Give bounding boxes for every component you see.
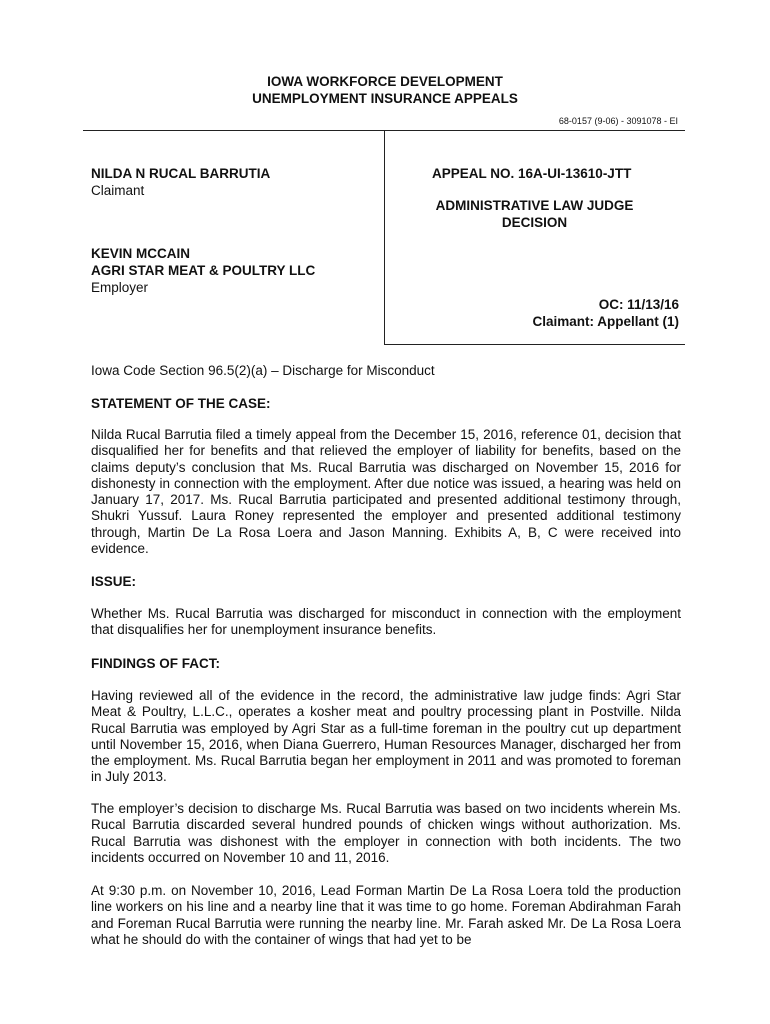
code-section: Iowa Code Section 96.5(2)(a) – Discharge for Misconduct — [91, 363, 435, 378]
employer-role: Employer — [91, 280, 149, 295]
caption-bottom-rule — [384, 344, 685, 345]
findings-paragraph-3: At 9:30 p.m. on November 10, 2016, Lead Forman Martin De La Rosa Loera told the production line workers on his line and a nearby line that it was time to go home. Foreman Abdirahman Farah and Foreman Rucal Barrutia were running the nearby line. Mr. Farah asked Mr. De La Rosa Loera what he should do with the container of wings that had yet to be — [91, 883, 681, 947]
findings-paragraph-1: Having reviewed all of the evidence in the record, the administrative law judge finds: Agri Star Meat & Poultry, L.L.C., operates a kosher meat and poultry processing plant in Postville. Nilda Rucal Barrutia was employed by Agri Star as a full-time foreman in the poultry cut up department until November 15, 2016, when Diana Guerrero, Human Resources Manager, discharged her from the employment. Ms. Rucal Barrutia began her employment in 2011 and was promoted to foreman in July 2013. — [91, 688, 681, 785]
decision-title-line2: DECISION — [501, 215, 568, 230]
findings-heading: FINDINGS OF FACT: — [91, 656, 220, 671]
caption-divider — [384, 130, 385, 344]
claimant-name: NILDA N RUCAL BARRUTIA — [91, 166, 271, 181]
division-title: UNEMPLOYMENT INSURANCE APPEALS — [252, 91, 518, 106]
employer-name: AGRI STAR MEAT & POULTRY LLC — [91, 263, 316, 278]
findings-paragraph-2: The employer’s decision to discharge Ms. Rucal Barrutia was based on two incidents wherein Ms. Rucal Barrutia discarded several hundred pounds of chicken wings without authorization. Ms. Rucal Barrutia was dishonest with the employer in connection with both incidents. The two incidents occurred on November 10 and 11, 2016. — [91, 801, 681, 865]
agency-title: IOWA WORKFORCE DEVELOPMENT — [267, 74, 503, 89]
statement-heading: STATEMENT OF THE CASE: — [91, 396, 271, 411]
employer-contact: KEVIN MCCAIN — [91, 246, 191, 261]
issue-heading: ISSUE: — [91, 574, 137, 589]
oc-date: OC: 11/13/16 — [598, 297, 679, 312]
issue-paragraph: Whether Ms. Rucal Barrutia was discharged for misconduct in connection with the employment that disqualifies her for unemployment insurance benefits. — [91, 606, 681, 638]
claimant-role: Claimant — [91, 183, 145, 198]
form-code: 68-0157 (9-06) - 3091078 - EI — [558, 116, 678, 126]
claimant-status: Claimant: Appellant (1) — [532, 314, 679, 329]
decision-title-line1: ADMINISTRATIVE LAW JUDGE — [435, 198, 634, 213]
appeal-number: APPEAL NO. 16A-UI-13610-JTT — [432, 166, 632, 181]
statement-paragraph: Nilda Rucal Barrutia filed a timely appeal from the December 15, 2016, reference 01, decision that disqualified her for benefits and that relieved the employer of liability for benefits, based on the claims deputy’s conclusion that Ms. Rucal Barrutia was discharged on November 15, 2016 for dishonesty in connection with the employment. After due notice was issued, a hearing was held on January 17, 2017. Ms. Rucal Barrutia participated and presented additional testimony through, Shukri Yussuf. Laura Roney represented the employer and presented additional testimony through, Martin De La Rosa Loera and Jason Manning. Exhibits A, B, C were received into evidence. — [91, 427, 681, 557]
